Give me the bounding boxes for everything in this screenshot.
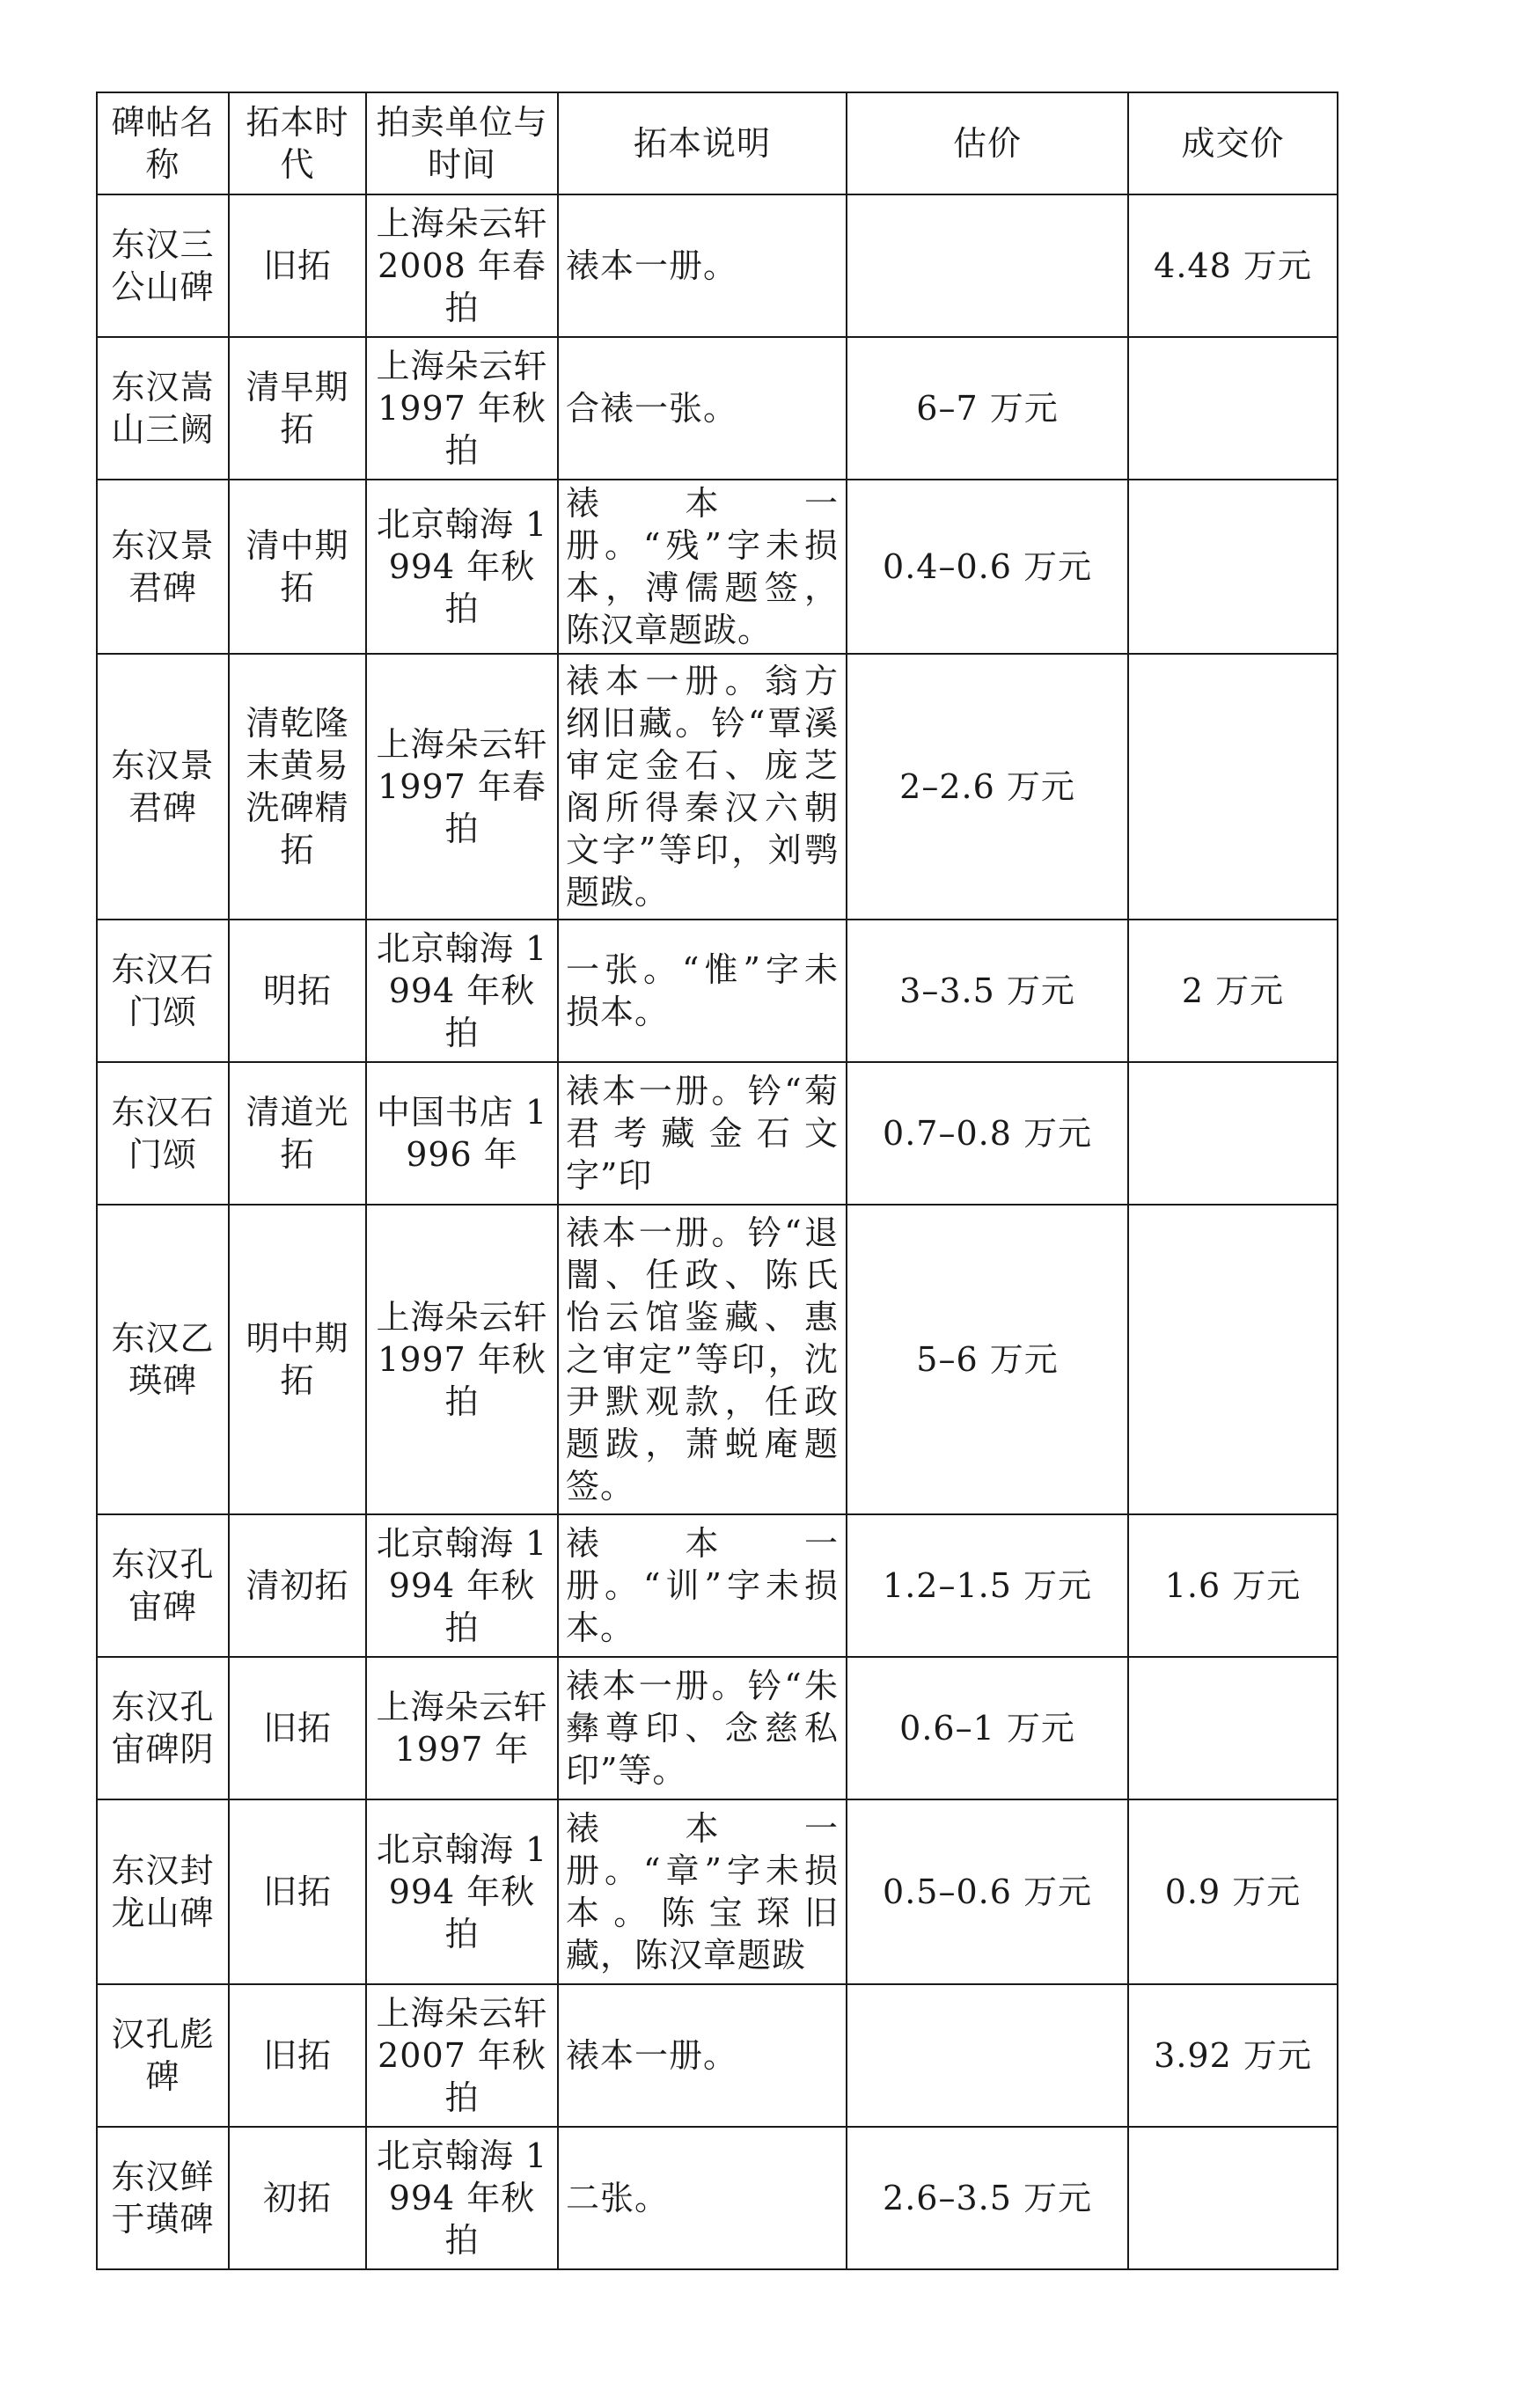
- cell-era: 明拓: [229, 920, 366, 1062]
- cell-sold: [1128, 337, 1338, 480]
- table-row: [97, 194, 1338, 337]
- cell-estimate: 0.6–1 万元: [847, 1657, 1128, 1799]
- cell-venue: 北京翰海 1994 年秋拍: [366, 1799, 558, 1984]
- table-row: [97, 920, 1338, 1062]
- cell-description: 合裱一张。: [558, 337, 847, 480]
- cell-sold: [1128, 480, 1338, 654]
- cell-estimate: 1.2–1.5 万元: [847, 1514, 1128, 1657]
- cell-venue: 上海朵云轩 1997 年春拍: [366, 654, 558, 920]
- cell-estimate: 2.6–3.5 万元: [847, 2127, 1128, 2269]
- cell-venue: 北京翰海 1994 年秋拍: [366, 1514, 558, 1657]
- cell-venue: 北京翰海 1994 年秋拍: [366, 920, 558, 1062]
- cell-sold: [1128, 654, 1338, 920]
- cell-era: 清乾隆末黄易洗碑精拓: [229, 654, 366, 920]
- table-row: [97, 1514, 1338, 1657]
- cell-era: 清初拓: [229, 1514, 366, 1657]
- cell-estimate: 5–6 万元: [847, 1205, 1128, 1514]
- cell-venue: 上海朵云轩 2007 年秋拍: [366, 1984, 558, 2127]
- table-row: [97, 2127, 1338, 2269]
- table-row: [97, 1799, 1338, 1984]
- cell-sold: [1128, 1062, 1338, 1205]
- cell-name: 东汉石门颂: [97, 1062, 229, 1205]
- cell-name: 东汉景君碑: [97, 654, 229, 920]
- cell-estimate: [847, 194, 1128, 337]
- cell-era: 清道光拓: [229, 1062, 366, 1205]
- table-row: [97, 654, 1338, 920]
- cell-era: 旧拓: [229, 1984, 366, 2127]
- table-row: [97, 1205, 1338, 1514]
- table-row: [97, 1062, 1338, 1205]
- cell-name: 东汉三公山碑: [97, 194, 229, 337]
- cell-venue: 上海朵云轩 1997 年秋拍: [366, 1205, 558, 1514]
- cell-description: 裱本一册。: [558, 194, 847, 337]
- cell-era: 明中期拓: [229, 1205, 366, 1514]
- cell-venue: 上海朵云轩 2008 年春拍: [366, 194, 558, 337]
- cell-era: 旧拓: [229, 1799, 366, 1984]
- cell-description: 裱本一册。钤“朱彝尊印、念慈私印”等。: [558, 1657, 847, 1799]
- header-venue: 拍卖单位与时间: [366, 92, 558, 194]
- cell-era: 旧拓: [229, 1657, 366, 1799]
- cell-name: 东汉孔宙碑: [97, 1514, 229, 1657]
- cell-sold: 4.48 万元: [1128, 194, 1338, 337]
- cell-estimate: 2–2.6 万元: [847, 654, 1128, 920]
- cell-description: 裱本一册。钤“退闇、任政、陈氏怡云馆鉴藏、惠之审定”等印，沈尹默观款，任政题跋，萧蜕庵题签。: [558, 1205, 847, 1514]
- cell-name: 汉孔彪碑: [97, 1984, 229, 2127]
- cell-description: 裱本一册。翁方纲旧藏。钤“覃溪审定金石、庞芝阁所得秦汉六朝文字”等印，刘鹗题跋。: [558, 654, 847, 920]
- cell-name: 东汉景君碑: [97, 480, 229, 654]
- cell-era: 清早期拓: [229, 337, 366, 480]
- cell-description: 二张。: [558, 2127, 847, 2269]
- table-row: [97, 1984, 1338, 2127]
- cell-estimate: 6–7 万元: [847, 337, 1128, 480]
- rubbings-auction-table: [96, 92, 1338, 2270]
- header-era: 拓本时代: [229, 92, 366, 194]
- cell-description: 裱本一册。“训”字未损本。: [558, 1514, 847, 1657]
- header-sold: 成交价: [1128, 92, 1338, 194]
- cell-sold: [1128, 1205, 1338, 1514]
- cell-description: 裱本一册。“章”字未损本。陈宝琛旧藏，陈汉章题跋: [558, 1799, 847, 1984]
- table-row: [97, 1657, 1338, 1799]
- cell-name: 东汉鲜于璜碑: [97, 2127, 229, 2269]
- table-header-row: [97, 92, 1338, 194]
- cell-era: 清中期拓: [229, 480, 366, 654]
- cell-venue: 北京翰海 1994 年秋拍: [366, 2127, 558, 2269]
- cell-description: 一张。“惟”字未损本。: [558, 920, 847, 1062]
- cell-description: 裱本一册。钤“菊君考藏金石文字”印: [558, 1062, 847, 1205]
- cell-venue: 北京翰海 1994 年秋拍: [366, 480, 558, 654]
- cell-sold: 1.6 万元: [1128, 1514, 1338, 1657]
- cell-estimate: 0.7–0.8 万元: [847, 1062, 1128, 1205]
- cell-venue: 中国书店 1996 年: [366, 1062, 558, 1205]
- cell-description: 裱本一册。“残”字未损本，溥儒题签，陈汉章题跋。: [558, 480, 847, 654]
- cell-estimate: 3–3.5 万元: [847, 920, 1128, 1062]
- cell-estimate: 0.4–0.6 万元: [847, 480, 1128, 654]
- cell-estimate: 0.5–0.6 万元: [847, 1799, 1128, 1984]
- cell-sold: 2 万元: [1128, 920, 1338, 1062]
- cell-era: 旧拓: [229, 194, 366, 337]
- cell-name: 东汉嵩山三阙: [97, 337, 229, 480]
- table-row: [97, 337, 1338, 480]
- cell-estimate: [847, 1984, 1128, 2127]
- header-estimate: 估价: [847, 92, 1128, 194]
- cell-sold: [1128, 2127, 1338, 2269]
- header-name: 碑帖名称: [97, 92, 229, 194]
- cell-sold: 3.92 万元: [1128, 1984, 1338, 2127]
- cell-venue: 上海朵云轩 1997 年: [366, 1657, 558, 1799]
- cell-sold: [1128, 1657, 1338, 1799]
- cell-description: 裱本一册。: [558, 1984, 847, 2127]
- header-description: 拓本说明: [558, 92, 847, 194]
- cell-sold: 0.9 万元: [1128, 1799, 1338, 1984]
- cell-name: 东汉孔宙碑阴: [97, 1657, 229, 1799]
- cell-venue: 上海朵云轩 1997 年秋拍: [366, 337, 558, 480]
- cell-name: 东汉封龙山碑: [97, 1799, 229, 1984]
- cell-era: 初拓: [229, 2127, 366, 2269]
- cell-name: 东汉石门颂: [97, 920, 229, 1062]
- cell-name: 东汉乙瑛碑: [97, 1205, 229, 1514]
- table-row: [97, 480, 1338, 654]
